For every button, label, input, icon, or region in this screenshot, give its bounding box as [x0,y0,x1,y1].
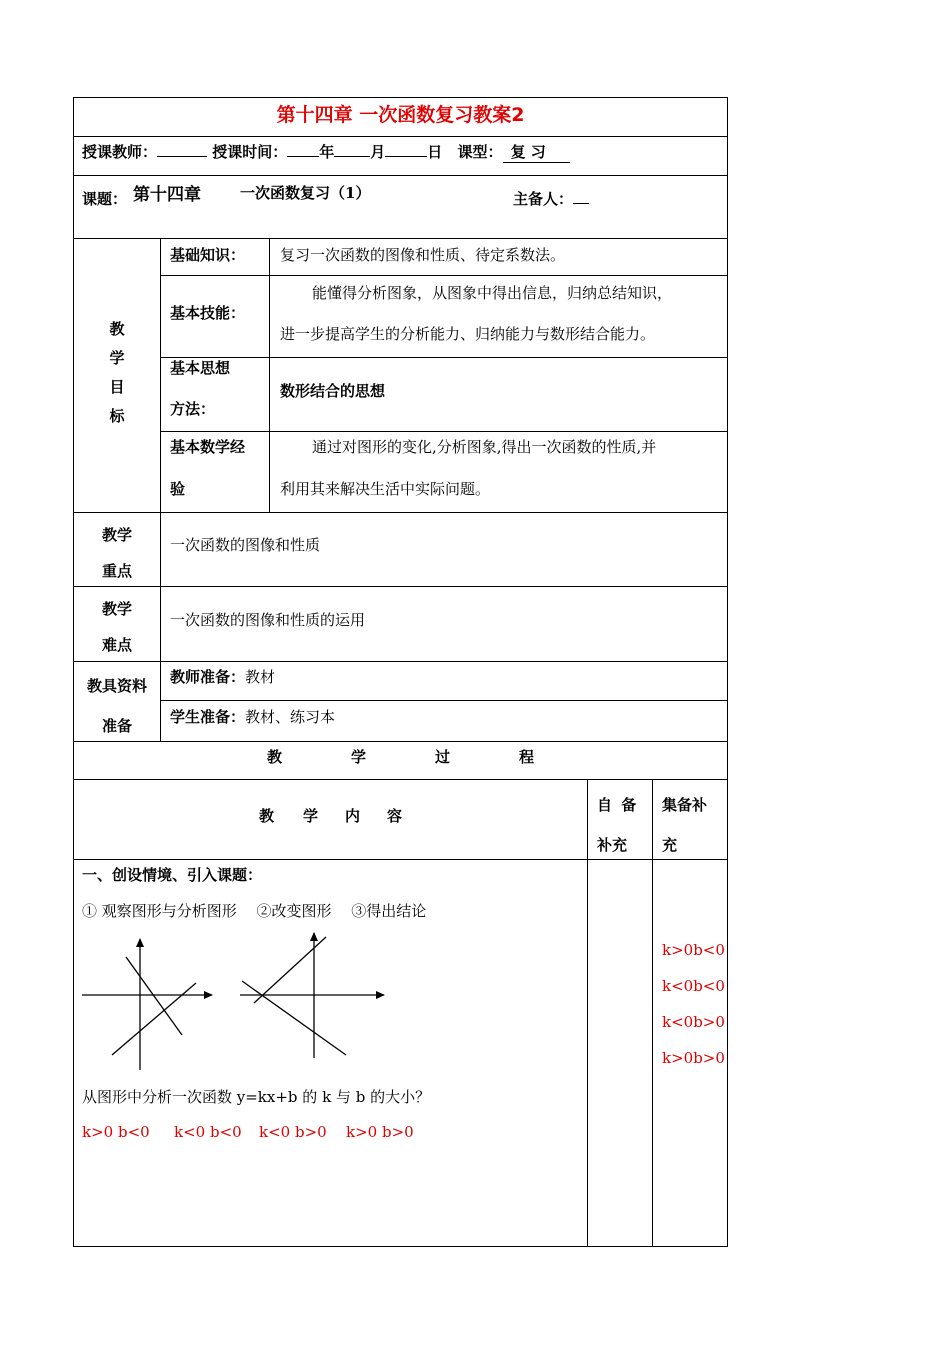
answer-1: k>0 b<0 [82,1123,150,1141]
materials-label: 教具资料 准备 [86,677,147,735]
basic-method-text: 数形结合的思想 [280,382,386,400]
math-experience-label-2: 验 [170,480,186,498]
time-label: 授课时间： [212,143,288,161]
objectives-side-label: 教 学 目 标 [109,320,125,425]
answer-4: k>0 b>0 [346,1123,414,1141]
answer-3: k<0 b>0 [259,1123,327,1141]
basic-knowledge-text: 复习一次函数的图像和性质、待定系数法。 [280,246,566,264]
math-experience-text-1: 通过对图形的变化,分析图象,得出一次函数的性质,并 [312,438,657,456]
self-supplement-header: 自 备 补充 [597,796,639,854]
math-experience-text-2: 利用其来解决生活中实际问题。 [280,480,491,498]
side-answer-3: k<0b>0 [662,1013,725,1031]
basic-method-label-1: 基本思想 [170,359,231,377]
side-answer-4: k>0b>0 [662,1049,725,1067]
basic-knowledge-label: 基础知识： [170,246,246,264]
graph-2 [240,933,384,1058]
key-point-text: 一次函数的图像和性质 [170,536,321,554]
side-answer-2: k<0b<0 [662,977,725,995]
section-heading: 一、创设情境、引入课题： [82,866,263,884]
graph-2-line-b [254,937,326,1003]
difficulty-text: 一次函数的图像和性质的运用 [170,611,366,629]
math-experience-label-1: 基本数学经 [170,438,246,456]
month-label: 月 [370,143,386,161]
function-graphs [78,925,398,1075]
graph-2-line-a [242,981,346,1055]
info-row [82,141,570,163]
key-point-label: 教学 重点 [101,526,132,580]
side-answers [662,932,725,1076]
document-title: 第十四章 一次函数复习教案2 [276,104,525,126]
year-label: 年 [319,143,335,161]
year-blank [334,142,370,157]
teacher-prep: 教师准备：教材 [170,668,276,686]
student-prep: 学生准备：教材、练习本 [170,708,336,726]
difficulty-label: 教学 难点 [101,600,132,654]
answer-2: k<0 b<0 [174,1123,242,1141]
type-label: 课型： [457,143,503,161]
graph-1-line-a [126,957,182,1035]
teacher-label: 授课教师： [82,143,158,161]
time-blank [287,142,319,157]
section-question: 从图形中分析一次函数 y=kx+b 的 k 与 b 的大小？ [82,1088,431,1106]
graph-1 [82,939,212,1070]
topic-chapter: 第十四章 [133,185,201,205]
preparer-label: 主备人： [513,188,589,209]
basic-skills-text-2: 进一步提高学生的分析能力、归纳能力与数形结合能力。 [280,325,656,343]
basic-method-label-2: 方法： [170,400,216,418]
basic-skills-text-1: 能懂得分析图象，从图象中得出信息，归纳总结知识， [312,284,673,302]
type-value: 复 习 [503,141,570,163]
topic-label: 课题： [82,190,128,208]
topic-name: 一次函数复习（1） [240,184,371,202]
day-label: 日 [427,143,443,161]
side-answer-1: k>0b<0 [662,941,725,959]
basic-skills-label: 基本技能： [170,304,246,322]
group-supplement-header: 集备补 充 [662,796,708,854]
section-steps: ① 观察图形与分析图形 ②改变图形 ③得出结论 [82,902,427,920]
month-blank [385,142,427,157]
teacher-blank [157,142,207,157]
graph-1-line-b [112,983,196,1055]
